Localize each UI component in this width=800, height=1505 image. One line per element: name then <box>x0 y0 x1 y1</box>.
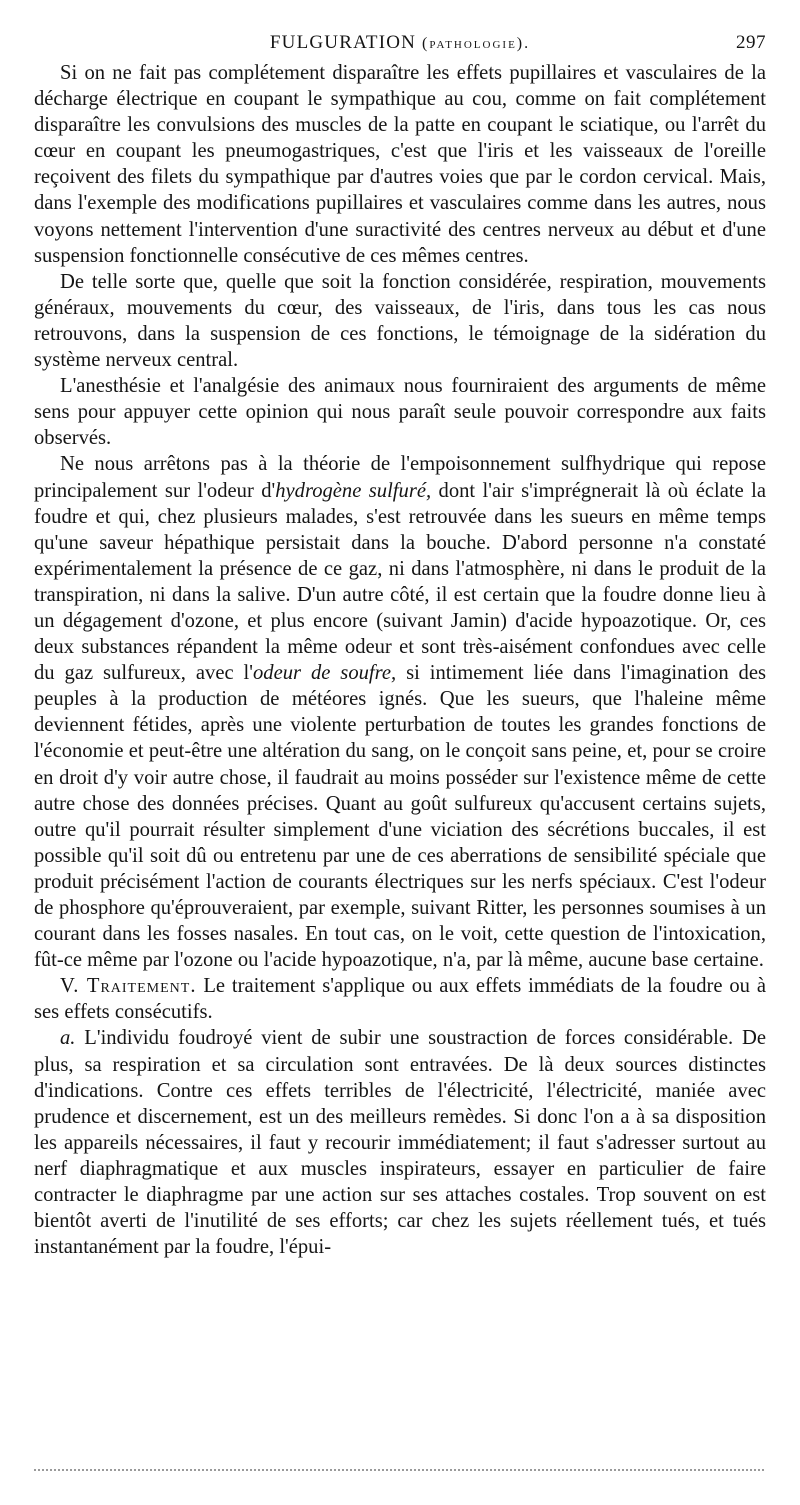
paragraph-text: Si on ne fait pas complétement disparaître les effets pupillaires et vasculaires de la décharge électrique en coupant le sympathique au cou, comme on fait complétement disparaître les convulsions des muscles de la patte en coupant le sciatique, ou l'arrêt du cœur en coupant les pneumogastriques, c'est que l'iris et les vaisseaux de l'oreille reçoivent des filets du sympathique par d'autres voies que par le cordon cervical. Mais, dans l'exemple des modifications pupillaires et vasculaires comme dans les autres, nous voyons nettement l'intervention d'une suractivité des centres nerveux au début et d'une suspension fonctionnelle consécutive de ces mêmes centres. <box>34 62 766 267</box>
italic-term: odeur de soufre, <box>252 662 397 685</box>
paragraph-text: Ne nous arrêtons pas à la théorie de l'empoisonnement sulfhydrique qui repose principalement sur l'odeur d' <box>34 453 766 502</box>
paragraph-empoisonnement <box>34 451 766 973</box>
paragraph-text: dont l'air s'imprégnerait là où éclate la foudre et qui, chez plusieurs malades, s'est retrouvée dans les sueurs en même temps qu'une saveur hépathique persistait dans la bouche. D'abord personne n'a constaté expérimentalement la présence de ce gaz, ni dans l'atmosphère, ni dans le produit de la transpiration, ni dans la salive. D'un autre côté, il est certain que la foudre donne lieu à un dégagement d'ozone, et plus encore (suivant Jamin) d'acide hypoazotique. Or, ces deux substances répandent la même odeur et sont très-aisément confondues avec celle du gaz sulfureux, avec l' <box>34 479 766 685</box>
book-page <box>34 30 766 1260</box>
section-heading: V. Traitement. <box>60 975 197 998</box>
running-header <box>34 30 766 56</box>
paragraph-text: Le traitement s'applique ou aux effets immédiats de la foudre ou à ses effets consécutifs. <box>34 975 766 1024</box>
paragraph-text: L'anesthésie et l'analgésie des animaux nous fourniraient des arguments de même sens pour appuyer cette opinion qui nous paraît seule pouvoir correspondre aux faits observés. <box>34 375 766 450</box>
paragraph-traitement <box>34 973 766 1025</box>
paragraph-individu-foudroye <box>34 1025 766 1260</box>
paragraph-text: L'individu foudroyé vient de subir une soustraction de forces considérable. De plus, sa respiration et sa circulation sont entravées. De là deux sources distinctes d'indications. Contre ces effets terribles de l'électricité, l'électricité, maniée avec prudence et discernement, est un des meilleurs remèdes. Si donc l'on a à sa disposition les appareils nécessaires, il faut y recourir immédiatement; il faut s'adresser surtout au nerf diaphragmatique et aux muscles inspirateurs, essayer en particulier de faire contracter le diaphragme par une action sur ses attaches costales. Trop souvent on est bientôt averti de l'inutilité de ses efforts; car chez les sujets réellement tués, et tués instantanément par la foudre, l'épui- <box>34 1027 766 1259</box>
running-title-subtitle: (pathologie). <box>422 35 531 52</box>
italic-term: hydrogène sulfuré, <box>275 479 432 502</box>
paragraph-anesthesie <box>34 373 766 451</box>
running-title <box>34 30 766 57</box>
page-number: 297 <box>736 32 766 53</box>
paragraph-text: De telle sorte que, quelle que soit la fonction considérée, respiration, mouvements généraux, mouvements du cœur, des vaisseaux, de l'iris, dans tous les cas nous retrouvons, dans la suspension de ces fonctions, le témoignage de la sidération du système nerveux central. <box>34 270 766 372</box>
running-title-main: FULGURATION <box>269 32 417 53</box>
footer-rule <box>34 1469 764 1471</box>
item-label: a. <box>60 1027 76 1050</box>
paragraph-text: si intimement liée dans l'imagination des peuples à la production de météores ignés. Que les sueurs, que l'haleine même deviennent fétides, après une violente perturbation de toutes les grandes fonctions de l'économie et peut-être une altération du sang, on le conçoit sans peine, et, pour se croire en droit d'y voir autre chose, il faudrait au moins posséder sur l'existence même de cette autre chose des données précises. Quant au goût sulfureux qu'accusent certains sujets, outre qu'il pourrait résulter simplement d'une viciation des sécrétions buccales, il est possible qu'il soit dû ou entretenu par une de ces aberrations de sensibilité spéciale que produit précisément l'action de courants électriques sur les nerfs spéciaux. C'est l'odeur de phosphore qu'éprouveraient, par exemple, suivant Ritter, les personnes soumises à un courant dans les fosses nasales. En tout cas, on le voit, cette question de l'intoxication, fût-ce même par l'ozone ou l'acide hypoazotique, n'a, par là même, aucune base certaine. <box>34 662 766 972</box>
paragraph-fonctions <box>34 269 766 373</box>
paragraph-sympathique <box>34 60 766 269</box>
